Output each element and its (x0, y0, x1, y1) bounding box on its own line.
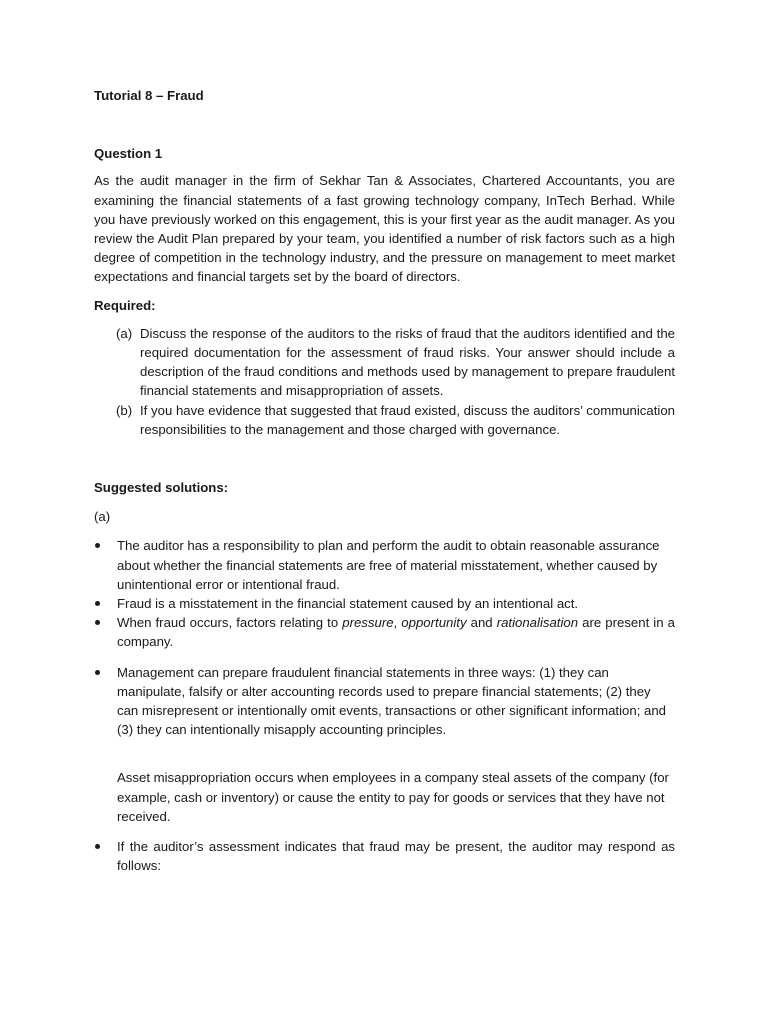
question-body: As the audit manager in the firm of Sekhar Tan & Associates, Chartered Accountants, you are examining the financial statements of a fast growing technology company, InTech Berhad. While you have previously worked on this engagement, this is your first year as the audit manager. As you review the Audit Plan prepared by your team, you identified a number of risk factors such as a high degree of competition in the technology industry, and the pressure on management to meet market expectations and financial targets set by the board of directors. (94, 173, 675, 285)
list-item (94, 837, 675, 875)
question-heading: Question 1 (94, 146, 163, 162)
bullet-text-after: are present in a company. (117, 615, 675, 650)
solution-part-label: (a) (94, 509, 111, 525)
required-item-text: If you have evidence that suggested that fraud existed, discuss the auditors’ communication responsibilities to the management and those charged with governance. (140, 402, 675, 437)
bullet-text-separator: and (466, 615, 497, 631)
bullet-icon (95, 620, 100, 625)
bullet-text: The auditor has a responsibility to plan and perform the audit to obtain reasonable assurance about whether the financial statements are free of material misstatement, whether caused by unintentional error or intentional fraud. (117, 538, 660, 592)
required-list (94, 324, 675, 439)
emphasis-pressure: pressure (342, 615, 394, 631)
document-content (94, 86, 675, 876)
required-item-marker: (a) (116, 325, 133, 341)
required-item-marker: (b) (116, 402, 133, 418)
bullet-text: Fraud is a misstatement in the financial statement caused by an intentional act. (117, 596, 579, 612)
bullet-icon (95, 601, 100, 606)
required-item-b (94, 401, 675, 439)
bullet-text-separator: , (393, 615, 402, 631)
list-item (94, 663, 675, 740)
required-item-text: Discuss the response of the auditors to the risks of fraud that the auditors identified and the required documentation for the assessment of fraud risks. Your answer should include a description of the fraud conditions and methods used by management to prepare fraudulent financial statements and misappropriation of assets. (140, 325, 675, 399)
bullet-text: Management can prepare fraudulent financial statements in three ways: (1) they can manipulate, falsify or alter accounting records used to prepare financial statements; (2) they can misrepresent or intentionally omit events, transactions or other significant information; and (3) they can intentionally misapply accounting principles. (117, 664, 667, 738)
bullet-icon (95, 844, 100, 849)
required-heading: Required: (94, 297, 156, 313)
bullet-icon (95, 543, 100, 548)
emphasis-rationalisation: rationalisation (496, 615, 579, 631)
required-item-a (94, 324, 675, 401)
asset-misappropriation-paragraph: Asset misappropriation occurs when employees in a company steal assets of the company (for example, cash or inventory) or cause the entity to pay for goods or services that they have not received. (117, 770, 669, 824)
emphasis-opportunity: opportunity (401, 615, 467, 631)
bullet-icon (95, 670, 100, 675)
list-item (94, 613, 675, 651)
bullet-text: If the auditor’s assessment indicates that fraud may be present, the auditor may respond as follows: (117, 839, 675, 874)
solutions-heading: Suggested solutions: (94, 480, 229, 496)
solution-bullets (94, 536, 675, 651)
list-item (94, 594, 675, 613)
list-item (94, 536, 675, 594)
bullet-text-before: When fraud occurs, factors relating to (117, 615, 343, 631)
document-title: Tutorial 8 – Fraud (94, 88, 204, 103)
